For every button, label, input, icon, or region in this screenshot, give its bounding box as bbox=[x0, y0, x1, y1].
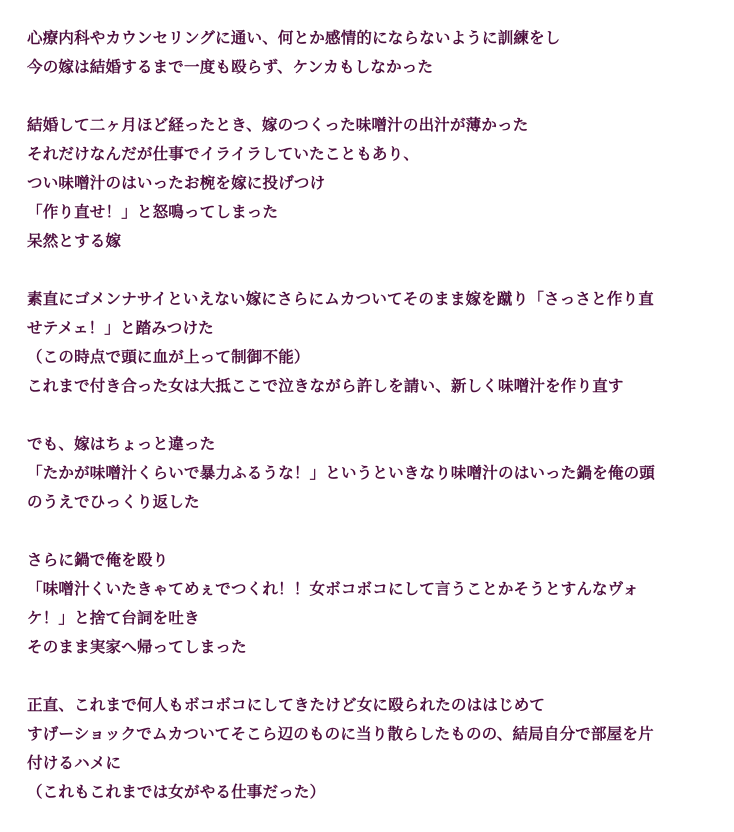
text-line: さらに鍋で俺を殴り bbox=[27, 551, 169, 569]
text-line: 素直にゴメンナサイといえない嫁にさらにムカついてそのまま嫁を蹴り「さっさと作り直 bbox=[27, 290, 654, 308]
paragraph-gap bbox=[27, 401, 727, 430]
text-line: 呆然とする嫁 bbox=[27, 232, 122, 250]
text-line: 結婚して二ヶ月ほど経ったとき、嫁のつくった味噌汁の出汁が薄かった bbox=[27, 116, 529, 134]
text-line: 「味噌汁くいたきゃてめぇでつくれ！！女ボコボコにして言うことかそうとすんなヴォ bbox=[27, 580, 639, 598]
paragraph-gap bbox=[27, 82, 727, 111]
text-line: 今の嫁は結婚するまで一度も殴らず、ケンカもしなかった bbox=[27, 58, 434, 76]
text-line: それだけなんだが仕事でイライラしていたこともあり、 bbox=[27, 145, 420, 163]
text-line: 「たかが味噌汁くらいで暴力ふるうな！」というといきなり味噌汁のはいった鍋を俺の頭 bbox=[27, 464, 656, 482]
text-line: これまで付き合った女は大抵ここで泣きながら許しを請い、新しく味噌汁を作り直す bbox=[27, 377, 624, 395]
text-line: そのまま実家へ帰ってしまった bbox=[27, 638, 247, 656]
text-line: 正直、これまで何人もボコボコにしてきたけど女に殴られたのははじめて bbox=[27, 696, 546, 714]
paragraph-gap bbox=[27, 256, 727, 285]
paragraph-gap bbox=[27, 662, 727, 691]
text-line: （この時点で頭に血が上って制御不能） bbox=[27, 348, 310, 366]
text-line: のうえでひっくり返した bbox=[27, 493, 200, 511]
text-line: せテメェ！」と踏みつけた bbox=[27, 319, 214, 337]
text-line: でも、嫁はちょっと違った bbox=[27, 435, 216, 453]
text-line: ケ！」と捨て台詞を吐き bbox=[27, 609, 200, 627]
text-line: 付けるハメに bbox=[27, 754, 122, 772]
text-line: つい味噌汁のはいったお椀を嫁に投げつけ bbox=[27, 174, 326, 192]
post-body bbox=[27, 24, 727, 807]
text-line: 「作り直せ！」と怒鳴ってしまった bbox=[27, 203, 279, 221]
text-line: 心療内科やカウンセリングに通い、何とか感情的にならないように訓練をし bbox=[27, 29, 561, 47]
text-line: すげーショックでムカついてそこら辺のものに当り散らしたものの、結局自分で部屋を片 bbox=[27, 725, 654, 743]
paragraph-gap bbox=[27, 517, 727, 546]
text-line: （これもこれまでは女がやる仕事だった） bbox=[27, 783, 326, 801]
